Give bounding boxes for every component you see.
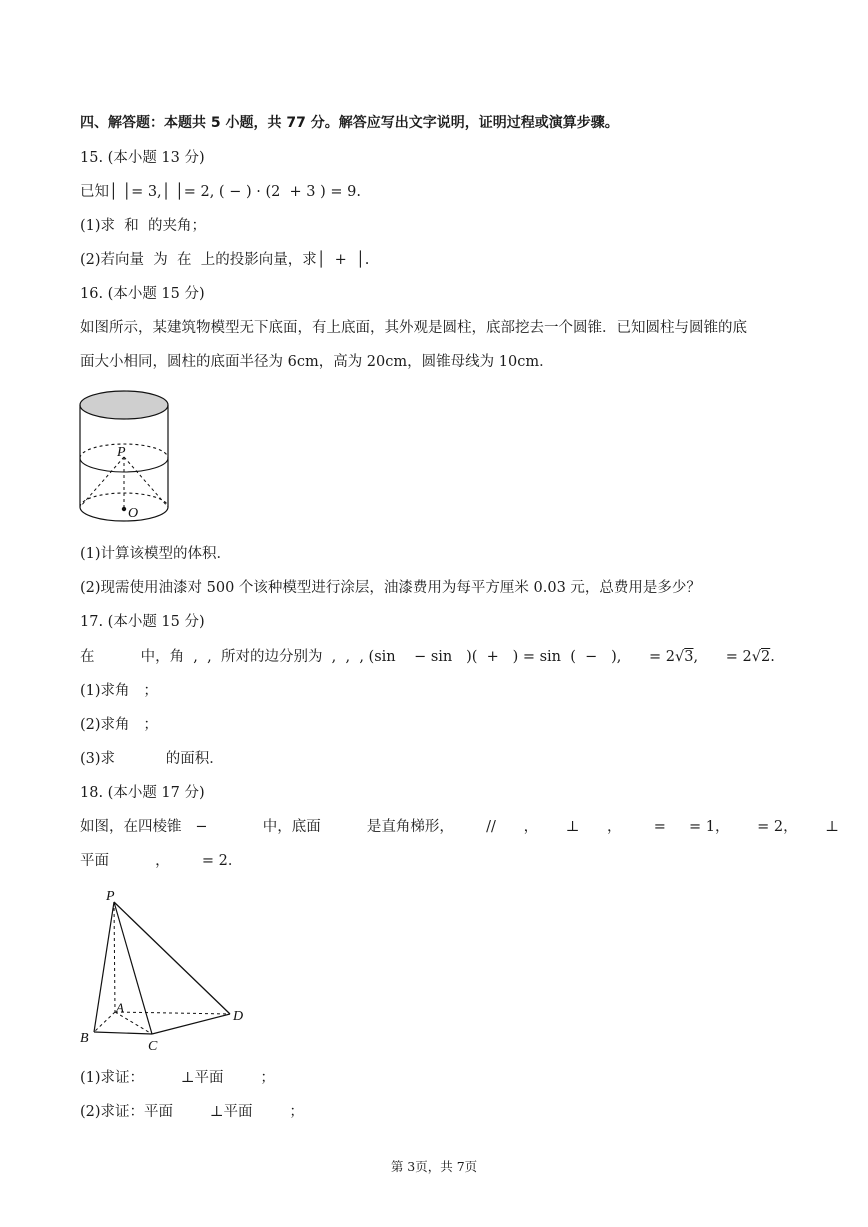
q16-body-line2: 面大小相同，圆柱的底面半径为 6cm，高为 20cm，圆锥母线为 10cm． bbox=[80, 354, 554, 370]
section-heading: 四、解答题：本题共 5 小题，共 77 分。解答应写出文字说明，证明过程或演算步骤。 bbox=[80, 115, 619, 131]
cylinder-top-face bbox=[80, 391, 168, 419]
cylinder-cone-figure bbox=[74, 385, 178, 530]
q17-given bbox=[80, 647, 775, 667]
edge-ad bbox=[115, 1012, 230, 1014]
radical-sign: √ bbox=[675, 649, 685, 665]
cone-right-slant bbox=[124, 457, 168, 507]
label-b: B bbox=[80, 1031, 89, 1046]
q18-body-line1: 如图，在四棱锥 − 中，底面 是直角梯形， // ， ⊥ ， = = 1， = 2， ⊥ bbox=[80, 819, 839, 835]
q17-part2: (2)求角 ； bbox=[80, 717, 158, 733]
cone-left-slant bbox=[80, 457, 124, 507]
q17-given-text-b: , = 2 bbox=[693, 649, 752, 665]
q18-body-line2: 平面 ， = 2． bbox=[80, 853, 243, 869]
q15-given: 已知│ │= 3,│ │= 2, ( − ) · (2 + 3 ) = 9. bbox=[80, 184, 361, 200]
label-d: D bbox=[233, 1009, 244, 1024]
edge-bc bbox=[94, 1032, 152, 1034]
sqrt-3-radicand: 3 bbox=[684, 649, 694, 665]
q16-header: 16. (本小题 15 分) bbox=[80, 286, 205, 302]
q16-part1: (1)计算该模型的体积． bbox=[80, 546, 232, 562]
q17-given-text-c: . bbox=[770, 649, 775, 665]
edge-pa bbox=[114, 902, 115, 1012]
label-p: P bbox=[117, 445, 126, 460]
edge-pb bbox=[94, 902, 114, 1032]
q15-header: 15. (本小题 13 分) bbox=[80, 150, 205, 166]
pyramid-figure bbox=[76, 884, 256, 1056]
q17-given-text-a: 在 中，角 , , 所对的边分别为 , , , (sin − sin )( + ) = sin ( − ), = 2 bbox=[80, 649, 675, 665]
sqrt-2-radicand: 2 bbox=[760, 649, 771, 665]
center-point-o bbox=[122, 507, 126, 511]
q18-part2: (2)求证：平面 ⊥平面 ； bbox=[80, 1104, 304, 1120]
page-footer: 第 3页，共 7页 bbox=[390, 1159, 478, 1174]
label-c: C bbox=[148, 1039, 158, 1054]
label-p: P bbox=[106, 889, 115, 904]
radical-sign: √ bbox=[751, 649, 761, 665]
edge-pd bbox=[114, 902, 230, 1014]
q17-part1: (1)求角 ； bbox=[80, 683, 158, 699]
q15-part1: (1)求 和 的夹角； bbox=[80, 218, 206, 234]
label-o: O bbox=[128, 506, 139, 521]
edge-cd bbox=[152, 1014, 230, 1034]
q17-part3: (3)求 的面积． bbox=[80, 751, 224, 767]
q16-body-line1: 如图所示，某建筑物模型无下底面，有上底面，其外观是圆柱，底部挖去一个圆锥．已知圆柱与圆锥的底 bbox=[80, 320, 747, 336]
q16-part2: (2)现需使用油漆对 500 个该种模型进行涂层，油漆费用为每平方厘米 0.03 元，总费用是多少？ bbox=[80, 580, 701, 596]
q18-part1: (1)求证： ⊥平面 ； bbox=[80, 1070, 275, 1086]
q18-header: 18. (本小题 17 分) bbox=[80, 785, 205, 801]
q15-part2: (2)若向量 为 在 上的投影向量，求│ + │. bbox=[80, 252, 370, 268]
q17-header: 17. (本小题 15 分) bbox=[80, 614, 205, 630]
label-a: A bbox=[116, 1000, 124, 1015]
